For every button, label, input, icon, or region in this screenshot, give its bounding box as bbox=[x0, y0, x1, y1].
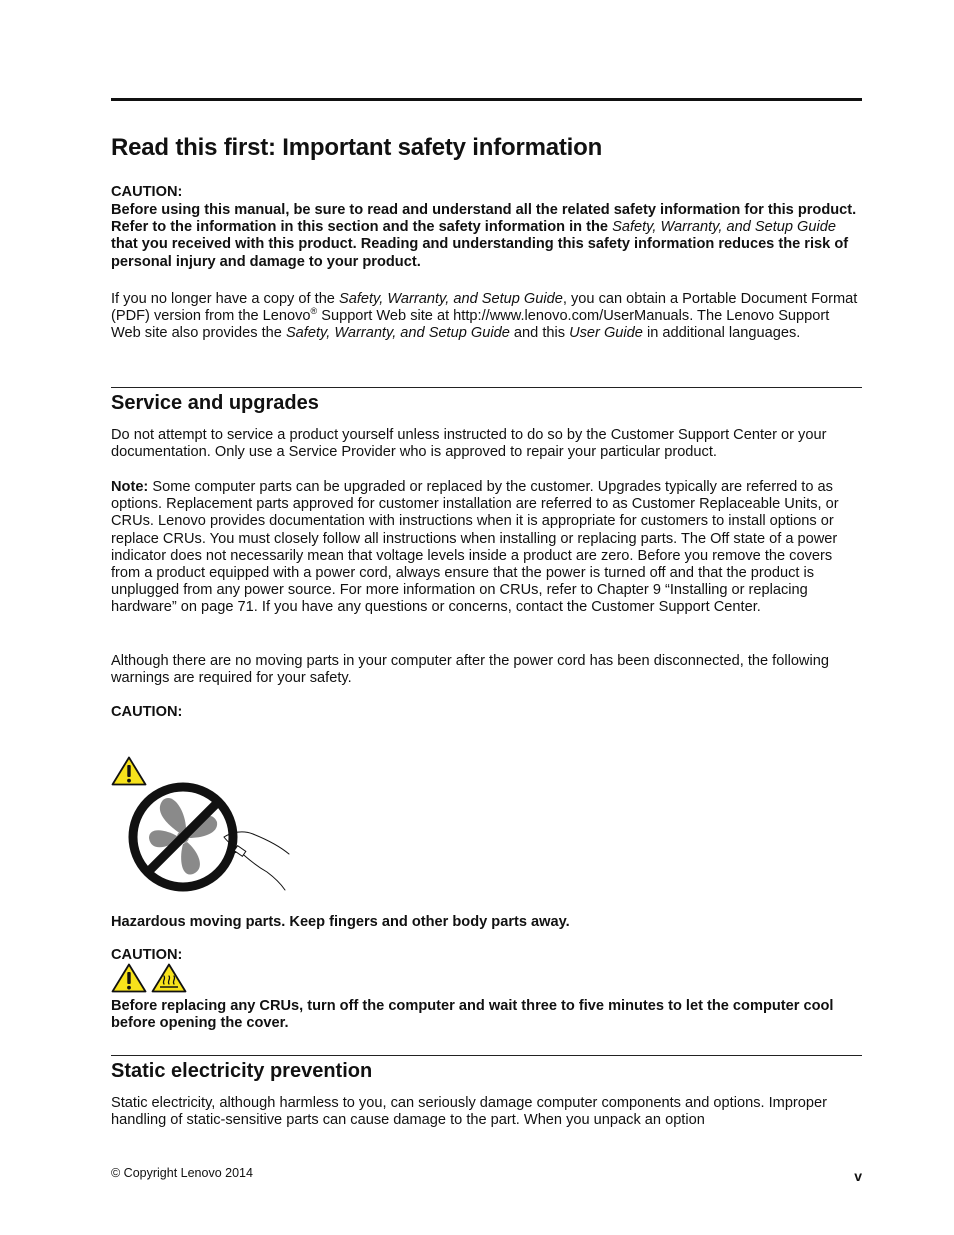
top-rule bbox=[111, 98, 862, 101]
intro-caution-label: CAUTION: bbox=[111, 184, 183, 200]
no-fingers-fan-icon bbox=[127, 782, 293, 894]
intro-paragraph: If you no longer have a copy of the Safety, Warranty, and Setup Guide, you can obtain a Portable Document Format (PDF) version from the Lenovo® Support Web site at http://www.lenovo.com/UserManuals. The Lenovo Support Web site also provides the Safety, Warranty, and Setup Guide and this User Guide in additional languages. bbox=[111, 291, 858, 342]
moving-parts-paragraph: Although there are no moving parts in your computer after the power cord has been disconnected, the following warnings are required for your safety. bbox=[111, 653, 829, 687]
section-rule-static bbox=[111, 1055, 862, 1056]
copyright-text: © Copyright Lenovo 2014 bbox=[111, 1166, 253, 1180]
warning-triangle-icon bbox=[111, 963, 147, 993]
caution-label-cru: CAUTION: bbox=[111, 947, 183, 963]
hot-surface-icon bbox=[151, 963, 187, 993]
page-number: v bbox=[854, 1168, 862, 1184]
service-note: Note: Some computer parts can be upgraded or replaced by the customer. Upgrades typically are referred to as options. Replacement parts approved for customer installation are referred to as Customer Replaceable Units, or CRUs. Lenovo provides documentation with instructions when it is appropriate for customers to install options or replace CRUs. You must closely follow all instructions when installing or replacing parts. The Off state of a power indicator does not necessarily mean that voltage levels inside a product are zero. Before you remove the covers from a product equipped with a power cord, always ensure that the power is turned off and that the product is unplugged from any power source. For more information on CRUs, refer to Chapter 9 “Installing or replacing hardware” on page 71. If you have any questions or concerns, contact the Customer Support Center. bbox=[111, 479, 839, 616]
intro-caution-text: Before using this manual, be sure to read and understand all the related safety information for this product. Refer to the information in this section and the safety information in the Safety, Warranty, and Setup Guide that you received with this product. Reading and understanding this safety information reduces the risk of personal injury and damage to your product. bbox=[111, 202, 857, 270]
static-heading: Static electricity prevention bbox=[111, 1060, 373, 1082]
static-paragraph: Static electricity, although harmless to you, can seriously damage computer components and options. Improper handling of static-sensitive parts can cause damage to the part. When you unpack an option bbox=[111, 1095, 827, 1129]
caution-label-fan: CAUTION: bbox=[111, 704, 183, 720]
service-paragraph: Do not attempt to service a product yourself unless instructed to do so by the Customer Support Center or your documentation. Only use a Service Provider who is approved to repair your particular product. bbox=[111, 427, 827, 461]
cru-caution-text: Before replacing any CRUs, turn off the computer and wait three to five minutes to let the computer cool before opening the cover. bbox=[111, 998, 834, 1032]
hazard-text: Hazardous moving parts. Keep fingers and other body parts away. bbox=[111, 914, 570, 930]
section-rule-service bbox=[111, 387, 862, 388]
page-title: Read this first: Important safety information bbox=[111, 134, 603, 161]
service-heading: Service and upgrades bbox=[111, 392, 319, 414]
